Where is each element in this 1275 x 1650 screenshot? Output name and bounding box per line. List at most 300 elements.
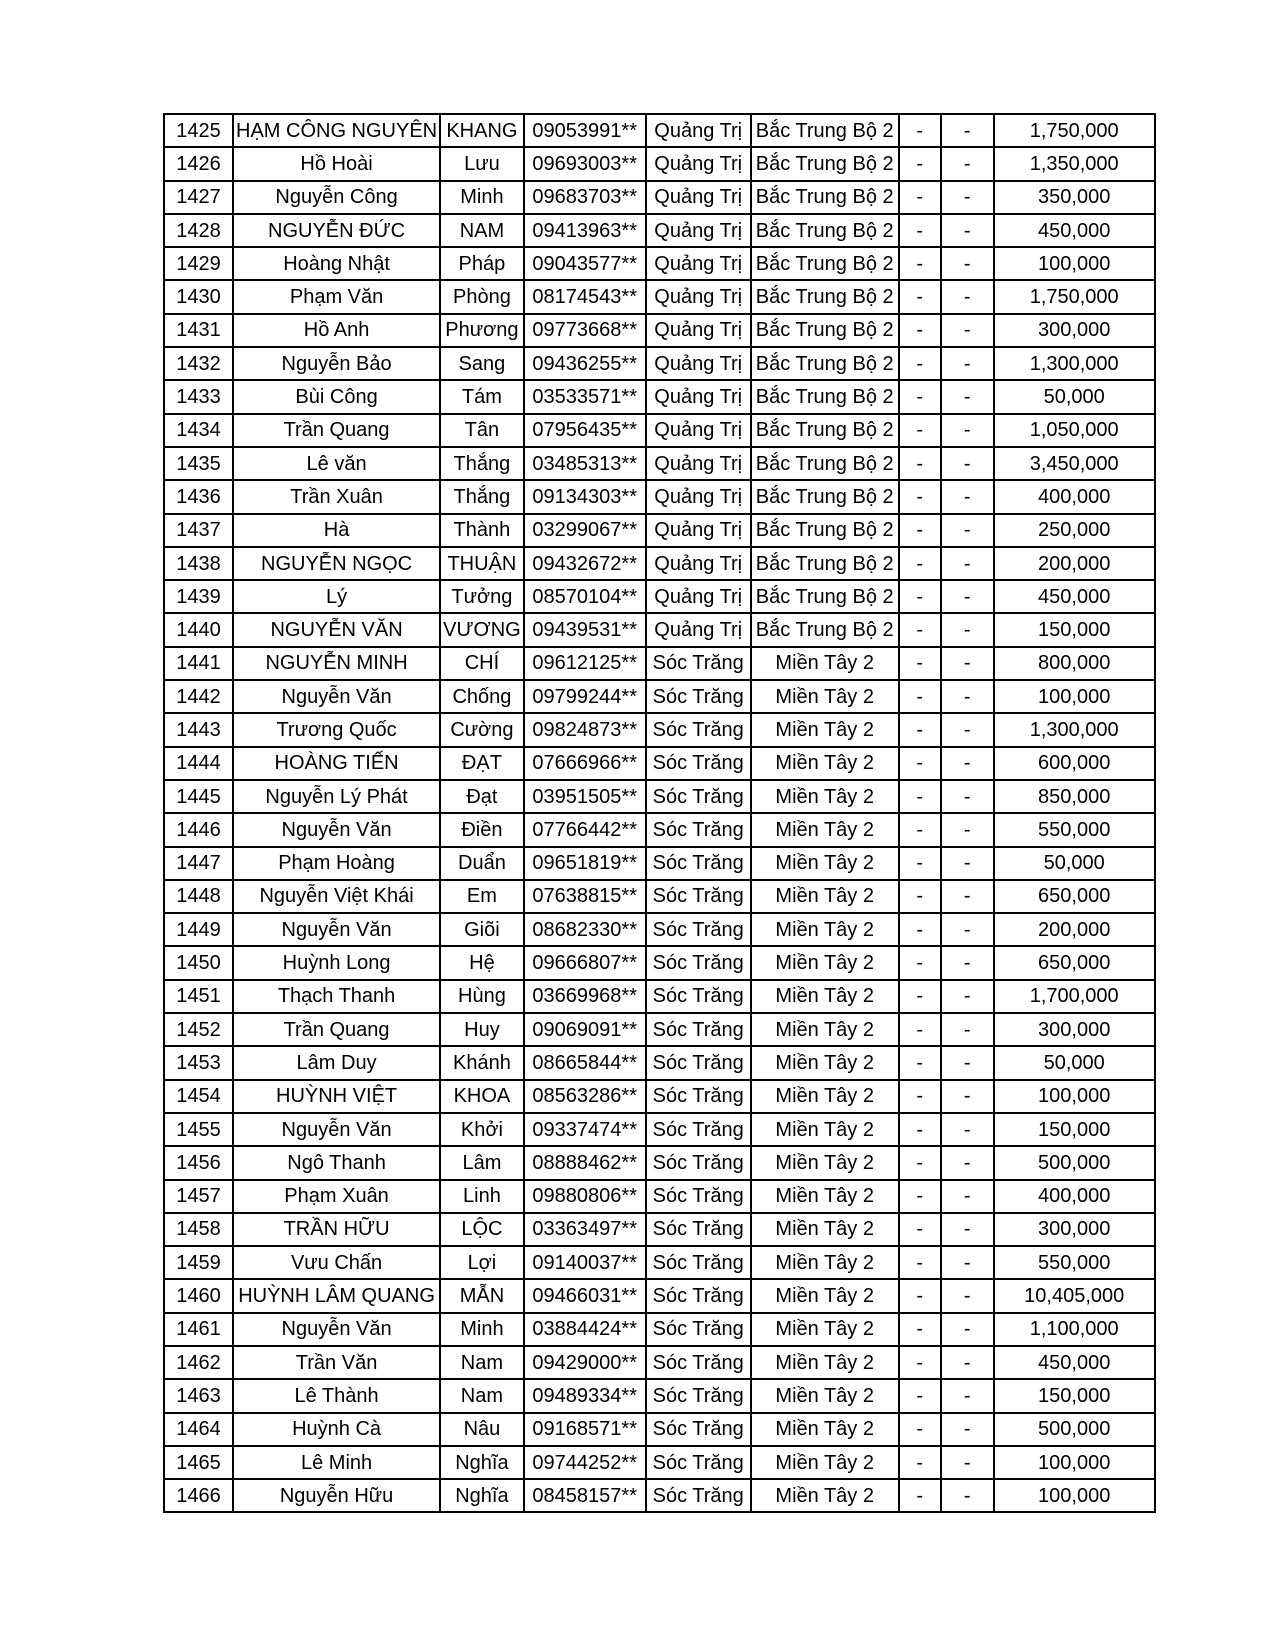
- cell-row-number: 1463: [164, 1379, 233, 1412]
- cell-amount: 1,300,000: [994, 347, 1155, 380]
- cell-region: Bắc Trung Bộ 2: [751, 247, 899, 280]
- cell-blank-1: -: [899, 514, 941, 547]
- cell-row-number: 1433: [164, 380, 233, 413]
- cell-blank-2: -: [941, 480, 994, 513]
- cell-province: Sóc Trăng: [646, 880, 751, 913]
- cell-phone-number: 08888462**: [524, 1146, 646, 1179]
- cell-province: Sóc Trăng: [646, 980, 751, 1013]
- cell-blank-2: -: [941, 1213, 994, 1246]
- cell-last-name: Nguyễn Lý Phát: [233, 780, 440, 813]
- cell-region: Miền Tây 2: [751, 713, 899, 746]
- cell-province: Sóc Trăng: [646, 747, 751, 780]
- cell-province: Sóc Trăng: [646, 1413, 751, 1446]
- cell-last-name: Trần Xuân: [233, 480, 440, 513]
- cell-province: Quảng Trị: [646, 314, 751, 347]
- cell-amount: 1,750,000: [994, 280, 1155, 313]
- table-row: [164, 880, 1155, 913]
- cell-last-name: Huỳnh Cà: [233, 1413, 440, 1446]
- cell-blank-2: -: [941, 1313, 994, 1346]
- table-row: [164, 181, 1155, 214]
- cell-last-name: Nguyễn Bảo: [233, 347, 440, 380]
- cell-amount: 650,000: [994, 946, 1155, 979]
- cell-phone-number: 09429000**: [524, 1346, 646, 1379]
- cell-blank-2: -: [941, 514, 994, 547]
- cell-blank-1: -: [899, 1313, 941, 1346]
- cell-province: Sóc Trăng: [646, 1180, 751, 1213]
- cell-province: Quảng Trị: [646, 613, 751, 646]
- cell-region: Miền Tây 2: [751, 1413, 899, 1446]
- cell-last-name: Nguyễn Văn: [233, 680, 440, 713]
- cell-first-name: Nam: [440, 1379, 524, 1412]
- cell-blank-1: -: [899, 1346, 941, 1379]
- cell-province: Quảng Trị: [646, 514, 751, 547]
- cell-region: Miền Tây 2: [751, 1146, 899, 1179]
- cell-first-name: Sang: [440, 347, 524, 380]
- cell-last-name: Trần Quang: [233, 1013, 440, 1046]
- cell-amount: 1,050,000: [994, 414, 1155, 447]
- cell-region: Miền Tây 2: [751, 1313, 899, 1346]
- cell-blank-2: -: [941, 1180, 994, 1213]
- cell-province: Quảng Trị: [646, 347, 751, 380]
- table-row: [164, 913, 1155, 946]
- cell-region: Miền Tây 2: [751, 1113, 899, 1146]
- cell-province: Sóc Trăng: [646, 680, 751, 713]
- cell-phone-number: 03485313**: [524, 447, 646, 480]
- cell-first-name: CHÍ: [440, 647, 524, 680]
- cell-first-name: Pháp: [440, 247, 524, 280]
- cell-province: Sóc Trăng: [646, 1279, 751, 1312]
- cell-province: Sóc Trăng: [646, 847, 751, 880]
- cell-blank-1: -: [899, 181, 941, 214]
- cell-blank-2: -: [941, 613, 994, 646]
- cell-region: Bắc Trung Bộ 2: [751, 114, 899, 147]
- cell-amount: 200,000: [994, 547, 1155, 580]
- cell-blank-2: -: [941, 447, 994, 480]
- cell-region: Bắc Trung Bộ 2: [751, 580, 899, 613]
- cell-row-number: 1425: [164, 114, 233, 147]
- cell-row-number: 1443: [164, 713, 233, 746]
- cell-last-name: Trần Quang: [233, 414, 440, 447]
- cell-blank-2: -: [941, 680, 994, 713]
- cell-row-number: 1461: [164, 1313, 233, 1346]
- cell-amount: 650,000: [994, 880, 1155, 913]
- cell-first-name: Chống: [440, 680, 524, 713]
- cell-last-name: Phạm Văn: [233, 280, 440, 313]
- cell-blank-1: -: [899, 414, 941, 447]
- cell-blank-1: -: [899, 913, 941, 946]
- cell-last-name: NGUYỄN ĐỨC: [233, 214, 440, 247]
- cell-blank-2: -: [941, 314, 994, 347]
- cell-phone-number: 08682330**: [524, 913, 646, 946]
- cell-blank-1: -: [899, 847, 941, 880]
- cell-province: Sóc Trăng: [646, 1013, 751, 1046]
- cell-blank-1: -: [899, 747, 941, 780]
- cell-region: Miền Tây 2: [751, 946, 899, 979]
- cell-first-name: Tám: [440, 380, 524, 413]
- cell-amount: 1,350,000: [994, 147, 1155, 180]
- cell-blank-1: -: [899, 880, 941, 913]
- cell-province: Quảng Trị: [646, 247, 751, 280]
- cell-row-number: 1449: [164, 913, 233, 946]
- cell-first-name: VƯƠNG: [440, 613, 524, 646]
- cell-blank-2: -: [941, 913, 994, 946]
- cell-row-number: 1454: [164, 1080, 233, 1113]
- cell-last-name: Bùi Công: [233, 380, 440, 413]
- cell-province: Quảng Trị: [646, 214, 751, 247]
- cell-row-number: 1445: [164, 780, 233, 813]
- cell-blank-2: -: [941, 1013, 994, 1046]
- cell-region: Bắc Trung Bộ 2: [751, 514, 899, 547]
- cell-region: Miền Tây 2: [751, 1213, 899, 1246]
- cell-blank-1: -: [899, 314, 941, 347]
- table-row: [164, 547, 1155, 580]
- cell-region: Bắc Trung Bộ 2: [751, 480, 899, 513]
- cell-amount: 10,405,000: [994, 1279, 1155, 1312]
- cell-first-name: Khánh: [440, 1046, 524, 1079]
- cell-province: Sóc Trăng: [646, 1046, 751, 1079]
- cell-phone-number: 09651819**: [524, 847, 646, 880]
- cell-row-number: 1440: [164, 613, 233, 646]
- cell-phone-number: 09140037**: [524, 1246, 646, 1279]
- cell-province: Sóc Trăng: [646, 1213, 751, 1246]
- cell-province: Quảng Trị: [646, 480, 751, 513]
- cell-last-name: Trương Quốc: [233, 713, 440, 746]
- cell-first-name: Thắng: [440, 480, 524, 513]
- cell-last-name: Hồ Anh: [233, 314, 440, 347]
- cell-last-name: NGUYỄN VĂN: [233, 613, 440, 646]
- cell-first-name: Phương: [440, 314, 524, 347]
- cell-row-number: 1430: [164, 280, 233, 313]
- cell-blank-2: -: [941, 147, 994, 180]
- cell-region: Miền Tây 2: [751, 880, 899, 913]
- cell-first-name: KHANG: [440, 114, 524, 147]
- cell-phone-number: 03299067**: [524, 514, 646, 547]
- cell-row-number: 1459: [164, 1246, 233, 1279]
- cell-last-name: NGUYỄN MINH: [233, 647, 440, 680]
- cell-region: Miền Tây 2: [751, 780, 899, 813]
- cell-region: Miền Tây 2: [751, 747, 899, 780]
- cell-phone-number: 09824873**: [524, 713, 646, 746]
- cell-region: Bắc Trung Bộ 2: [751, 181, 899, 214]
- cell-blank-1: -: [899, 1446, 941, 1479]
- cell-blank-2: -: [941, 1246, 994, 1279]
- cell-row-number: 1460: [164, 1279, 233, 1312]
- cell-row-number: 1438: [164, 547, 233, 580]
- cell-first-name: Nghĩa: [440, 1479, 524, 1512]
- cell-first-name: Nâu: [440, 1413, 524, 1446]
- cell-blank-2: -: [941, 380, 994, 413]
- cell-amount: 300,000: [994, 314, 1155, 347]
- table-row: [164, 980, 1155, 1013]
- cell-region: Miền Tây 2: [751, 1446, 899, 1479]
- cell-first-name: Cường: [440, 713, 524, 746]
- cell-amount: 300,000: [994, 1213, 1155, 1246]
- cell-province: Sóc Trăng: [646, 713, 751, 746]
- donation-list-table: [163, 113, 1156, 1513]
- cell-blank-2: -: [941, 1446, 994, 1479]
- cell-blank-1: -: [899, 1080, 941, 1113]
- cell-province: Sóc Trăng: [646, 1346, 751, 1379]
- table-row: [164, 1346, 1155, 1379]
- cell-row-number: 1434: [164, 414, 233, 447]
- cell-row-number: 1448: [164, 880, 233, 913]
- cell-region: Miền Tây 2: [751, 813, 899, 846]
- cell-amount: 150,000: [994, 1113, 1155, 1146]
- cell-blank-1: -: [899, 1379, 941, 1412]
- cell-amount: 550,000: [994, 1246, 1155, 1279]
- cell-phone-number: 09436255**: [524, 347, 646, 380]
- cell-last-name: Vưu Chấn: [233, 1246, 440, 1279]
- cell-blank-2: -: [941, 1413, 994, 1446]
- cell-amount: 400,000: [994, 1180, 1155, 1213]
- cell-amount: 500,000: [994, 1413, 1155, 1446]
- cell-first-name: Tân: [440, 414, 524, 447]
- cell-blank-2: -: [941, 880, 994, 913]
- cell-region: Miền Tây 2: [751, 1379, 899, 1412]
- cell-phone-number: 08665844**: [524, 1046, 646, 1079]
- cell-blank-1: -: [899, 1013, 941, 1046]
- cell-blank-2: -: [941, 1146, 994, 1179]
- cell-blank-1: -: [899, 547, 941, 580]
- cell-first-name: Nghĩa: [440, 1446, 524, 1479]
- cell-first-name: ĐẠT: [440, 747, 524, 780]
- cell-first-name: Hệ: [440, 946, 524, 979]
- cell-blank-2: -: [941, 1046, 994, 1079]
- cell-amount: 3,450,000: [994, 447, 1155, 480]
- table-row: [164, 1013, 1155, 1046]
- cell-first-name: Lợi: [440, 1246, 524, 1279]
- cell-province: Quảng Trị: [646, 447, 751, 480]
- cell-first-name: Tưởng: [440, 580, 524, 613]
- cell-first-name: NAM: [440, 214, 524, 247]
- cell-province: Quảng Trị: [646, 280, 751, 313]
- cell-first-name: Điền: [440, 813, 524, 846]
- cell-amount: 400,000: [994, 480, 1155, 513]
- cell-region: Miền Tây 2: [751, 680, 899, 713]
- cell-row-number: 1432: [164, 347, 233, 380]
- cell-amount: 150,000: [994, 613, 1155, 646]
- cell-blank-1: -: [899, 480, 941, 513]
- cell-first-name: Lâm: [440, 1146, 524, 1179]
- cell-blank-1: -: [899, 1413, 941, 1446]
- cell-row-number: 1435: [164, 447, 233, 480]
- table-row: [164, 680, 1155, 713]
- cell-blank-2: -: [941, 980, 994, 1013]
- cell-blank-1: -: [899, 713, 941, 746]
- cell-last-name: Trần Văn: [233, 1346, 440, 1379]
- table-row: [164, 347, 1155, 380]
- cell-row-number: 1455: [164, 1113, 233, 1146]
- cell-blank-2: -: [941, 247, 994, 280]
- cell-blank-1: -: [899, 946, 941, 979]
- table-row: [164, 380, 1155, 413]
- cell-last-name: Lâm Duy: [233, 1046, 440, 1079]
- table-row: [164, 280, 1155, 313]
- cell-row-number: 1450: [164, 946, 233, 979]
- cell-phone-number: 03669968**: [524, 980, 646, 1013]
- cell-first-name: Nam: [440, 1346, 524, 1379]
- cell-province: Quảng Trị: [646, 547, 751, 580]
- cell-amount: 450,000: [994, 214, 1155, 247]
- table-row: [164, 1046, 1155, 1079]
- cell-phone-number: 07766442**: [524, 813, 646, 846]
- cell-phone-number: 08458157**: [524, 1479, 646, 1512]
- cell-amount: 1,700,000: [994, 980, 1155, 1013]
- cell-row-number: 1429: [164, 247, 233, 280]
- cell-row-number: 1426: [164, 147, 233, 180]
- cell-amount: 450,000: [994, 1346, 1155, 1379]
- cell-phone-number: 09612125**: [524, 647, 646, 680]
- cell-province: Sóc Trăng: [646, 946, 751, 979]
- cell-last-name: Huỳnh Long: [233, 946, 440, 979]
- cell-province: Quảng Trị: [646, 181, 751, 214]
- cell-first-name: Minh: [440, 1313, 524, 1346]
- cell-last-name: Nguyễn Việt Khái: [233, 880, 440, 913]
- cell-row-number: 1464: [164, 1413, 233, 1446]
- cell-blank-2: -: [941, 647, 994, 680]
- table-row: [164, 1413, 1155, 1446]
- cell-blank-1: -: [899, 1279, 941, 1312]
- cell-province: Sóc Trăng: [646, 913, 751, 946]
- cell-last-name: Nguyễn Văn: [233, 913, 440, 946]
- cell-province: Quảng Trị: [646, 414, 751, 447]
- table-row: [164, 1479, 1155, 1512]
- cell-first-name: LỘC: [440, 1213, 524, 1246]
- cell-region: Miền Tây 2: [751, 847, 899, 880]
- table-row: [164, 447, 1155, 480]
- cell-blank-2: -: [941, 946, 994, 979]
- cell-province: Quảng Trị: [646, 147, 751, 180]
- cell-last-name: HOÀNG TIẾN: [233, 747, 440, 780]
- cell-blank-1: -: [899, 280, 941, 313]
- cell-row-number: 1439: [164, 580, 233, 613]
- cell-first-name: Hùng: [440, 980, 524, 1013]
- cell-last-name: TRẦN HỮU: [233, 1213, 440, 1246]
- cell-province: Quảng Trị: [646, 380, 751, 413]
- cell-phone-number: 09744252**: [524, 1446, 646, 1479]
- cell-blank-1: -: [899, 347, 941, 380]
- cell-first-name: Duẩn: [440, 847, 524, 880]
- cell-row-number: 1427: [164, 181, 233, 214]
- cell-phone-number: 09666807**: [524, 946, 646, 979]
- cell-last-name: Nguyễn Văn: [233, 1313, 440, 1346]
- cell-row-number: 1441: [164, 647, 233, 680]
- cell-amount: 350,000: [994, 181, 1155, 214]
- cell-row-number: 1446: [164, 813, 233, 846]
- cell-blank-2: -: [941, 713, 994, 746]
- cell-amount: 1,100,000: [994, 1313, 1155, 1346]
- table-row: [164, 847, 1155, 880]
- cell-first-name: MẪN: [440, 1279, 524, 1312]
- cell-last-name: Thạch Thanh: [233, 980, 440, 1013]
- cell-blank-1: -: [899, 1246, 941, 1279]
- cell-blank-2: -: [941, 1379, 994, 1412]
- cell-region: Miền Tây 2: [751, 1180, 899, 1213]
- cell-row-number: 1465: [164, 1446, 233, 1479]
- cell-region: Bắc Trung Bộ 2: [751, 447, 899, 480]
- cell-amount: 850,000: [994, 780, 1155, 813]
- cell-blank-1: -: [899, 1180, 941, 1213]
- cell-phone-number: 03363497**: [524, 1213, 646, 1246]
- cell-amount: 100,000: [994, 680, 1155, 713]
- cell-region: Miền Tây 2: [751, 1246, 899, 1279]
- table-row: [164, 613, 1155, 646]
- cell-province: Quảng Trị: [646, 114, 751, 147]
- cell-first-name: Thành: [440, 514, 524, 547]
- cell-region: Bắc Trung Bộ 2: [751, 347, 899, 380]
- cell-blank-2: -: [941, 1080, 994, 1113]
- cell-region: Bắc Trung Bộ 2: [751, 613, 899, 646]
- cell-last-name: Lý: [233, 580, 440, 613]
- cell-last-name: HẠM CÔNG NGUYÊN: [233, 114, 440, 147]
- cell-region: Miền Tây 2: [751, 647, 899, 680]
- cell-blank-1: -: [899, 147, 941, 180]
- cell-blank-1: -: [899, 214, 941, 247]
- cell-province: Sóc Trăng: [646, 1379, 751, 1412]
- cell-blank-2: -: [941, 547, 994, 580]
- cell-first-name: Đạt: [440, 780, 524, 813]
- cell-blank-1: -: [899, 980, 941, 1013]
- cell-blank-1: -: [899, 1146, 941, 1179]
- cell-row-number: 1437: [164, 514, 233, 547]
- cell-province: Sóc Trăng: [646, 647, 751, 680]
- cell-region: Miền Tây 2: [751, 980, 899, 1013]
- cell-phone-number: 09043577**: [524, 247, 646, 280]
- table-row: [164, 713, 1155, 746]
- cell-province: Sóc Trăng: [646, 1446, 751, 1479]
- cell-row-number: 1428: [164, 214, 233, 247]
- cell-row-number: 1453: [164, 1046, 233, 1079]
- cell-amount: 300,000: [994, 1013, 1155, 1046]
- cell-province: Sóc Trăng: [646, 1113, 751, 1146]
- cell-row-number: 1431: [164, 314, 233, 347]
- table-row: [164, 414, 1155, 447]
- table-row: [164, 747, 1155, 780]
- cell-blank-1: -: [899, 114, 941, 147]
- cell-blank-1: -: [899, 447, 941, 480]
- cell-phone-number: 07638815**: [524, 880, 646, 913]
- cell-blank-1: -: [899, 580, 941, 613]
- cell-region: Miền Tây 2: [751, 1279, 899, 1312]
- cell-region: Bắc Trung Bộ 2: [751, 147, 899, 180]
- cell-first-name: Lưu: [440, 147, 524, 180]
- cell-blank-1: -: [899, 647, 941, 680]
- cell-amount: 550,000: [994, 813, 1155, 846]
- table-row: [164, 1113, 1155, 1146]
- cell-first-name: Giõi: [440, 913, 524, 946]
- cell-row-number: 1462: [164, 1346, 233, 1379]
- cell-blank-2: -: [941, 1479, 994, 1512]
- cell-blank-2: -: [941, 347, 994, 380]
- cell-region: Miền Tây 2: [751, 1080, 899, 1113]
- cell-region: Bắc Trung Bộ 2: [751, 314, 899, 347]
- table-row: [164, 1279, 1155, 1312]
- cell-blank-2: -: [941, 747, 994, 780]
- cell-amount: 500,000: [994, 1146, 1155, 1179]
- cell-amount: 800,000: [994, 647, 1155, 680]
- cell-blank-1: -: [899, 1046, 941, 1079]
- cell-phone-number: 09432672**: [524, 547, 646, 580]
- cell-row-number: 1436: [164, 480, 233, 513]
- table-row: [164, 647, 1155, 680]
- cell-blank-2: -: [941, 181, 994, 214]
- cell-region: Miền Tây 2: [751, 1479, 899, 1512]
- cell-phone-number: 03884424**: [524, 1313, 646, 1346]
- cell-first-name: Em: [440, 880, 524, 913]
- cell-region: Bắc Trung Bộ 2: [751, 414, 899, 447]
- cell-blank-1: -: [899, 680, 941, 713]
- cell-region: Bắc Trung Bộ 2: [751, 380, 899, 413]
